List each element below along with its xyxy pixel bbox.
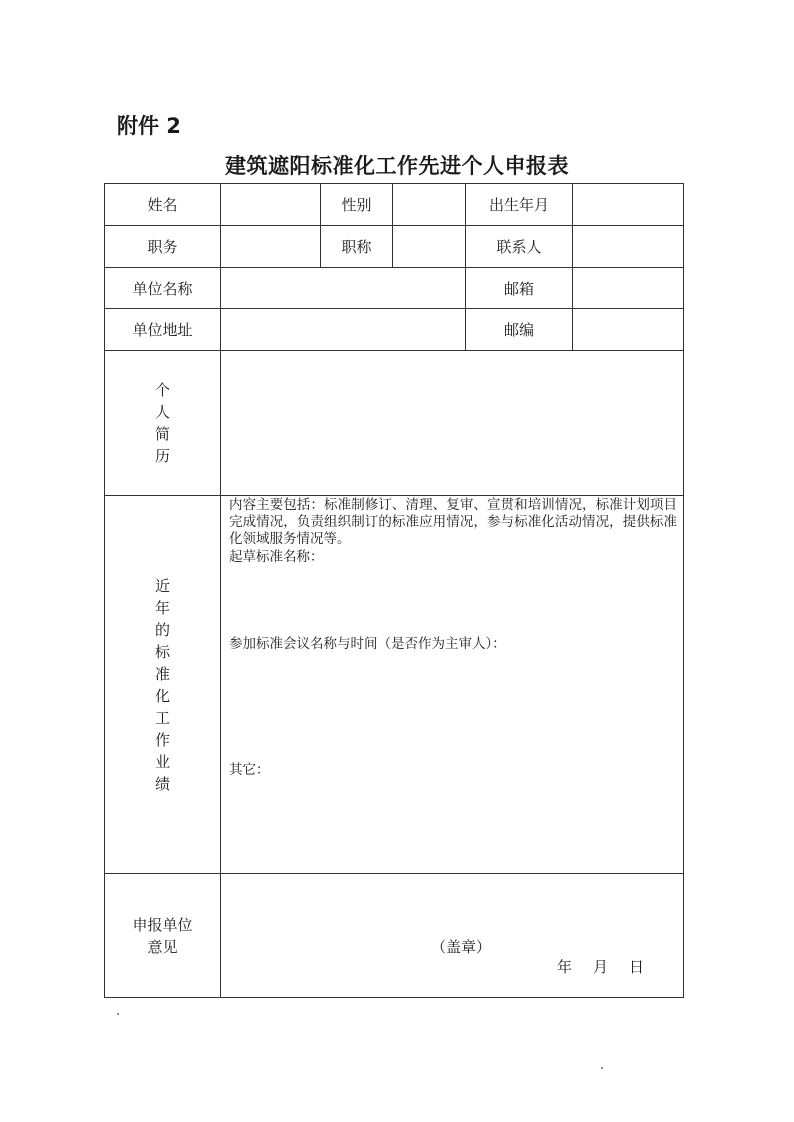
scan-speck xyxy=(601,1067,603,1069)
date-text: 年 月 日 xyxy=(557,958,648,976)
resume-label-char: 历 xyxy=(154,447,170,465)
birth-label: 出生年月 xyxy=(488,196,549,214)
achievements-label-char: 化 xyxy=(154,686,170,705)
form-title: 建筑遮阳标准化工作先进个人申报表 xyxy=(225,154,569,178)
achievements-label xyxy=(105,496,220,873)
attachment-label: 附件 2 xyxy=(117,114,181,138)
opinion-label-line: 申报单位 xyxy=(132,915,193,934)
achievements-field[interactable] xyxy=(221,496,683,873)
contact-label: 联系人 xyxy=(496,238,542,256)
opinion-label xyxy=(105,874,220,997)
professional-title-label: 职称 xyxy=(341,238,372,256)
achievements-label-char: 工 xyxy=(154,708,170,727)
resume-label xyxy=(105,351,220,495)
resume-label-char: 人 xyxy=(154,403,170,421)
name-field[interactable] xyxy=(221,184,320,225)
draft-standard-label: 起草标准名称： xyxy=(229,549,324,565)
email-field[interactable] xyxy=(573,268,683,308)
stamp-text: （盖章） xyxy=(431,938,492,956)
opinion-label-line: 意见 xyxy=(147,937,178,956)
position-field[interactable] xyxy=(221,226,320,267)
birth-field[interactable] xyxy=(573,184,683,225)
achievements-label-char: 的 xyxy=(154,620,170,639)
gender-field[interactable] xyxy=(393,184,465,225)
meeting-label: 参加标准会议名称与时间（是否作为主审人）： xyxy=(229,636,506,652)
achievements-label-char: 标 xyxy=(154,642,170,661)
unit-name-label: 单位名称 xyxy=(132,279,193,298)
scan-speck xyxy=(117,1013,119,1015)
contact-field[interactable] xyxy=(573,226,683,267)
position-label: 职务 xyxy=(147,238,178,256)
gender-label: 性别 xyxy=(341,196,372,214)
professional-title-field[interactable] xyxy=(393,226,465,267)
achievements-label-char: 绩 xyxy=(154,774,170,793)
postcode-field[interactable] xyxy=(573,309,683,350)
unit-name-field[interactable] xyxy=(221,268,465,308)
achievements-label-char: 准 xyxy=(154,664,170,683)
achievements-intro: 内容主要包括：标准制修订、清理、复审、宣贯和培训情况，标准计划项目完成情况，负责组织制订的标准应用情况，参与标准化活动情况，提供标准化领域服务情况等。 xyxy=(229,497,677,547)
email-label: 邮箱 xyxy=(503,279,534,298)
unit-address-label: 单位地址 xyxy=(132,321,193,339)
postcode-label: 邮编 xyxy=(503,321,534,339)
resume-label-char: 个 xyxy=(154,381,170,399)
resume-field[interactable] xyxy=(221,351,683,495)
other-label: 其它： xyxy=(229,762,270,778)
achievements-label-char: 业 xyxy=(154,752,170,771)
opinion-field[interactable] xyxy=(221,874,683,997)
achievements-label-char: 年 xyxy=(154,598,170,617)
name-label: 姓名 xyxy=(147,196,178,214)
achievements-label-char: 作 xyxy=(154,730,170,749)
unit-address-field[interactable] xyxy=(221,309,465,350)
resume-label-char: 简 xyxy=(154,425,170,443)
achievements-label-char: 近 xyxy=(154,576,170,595)
